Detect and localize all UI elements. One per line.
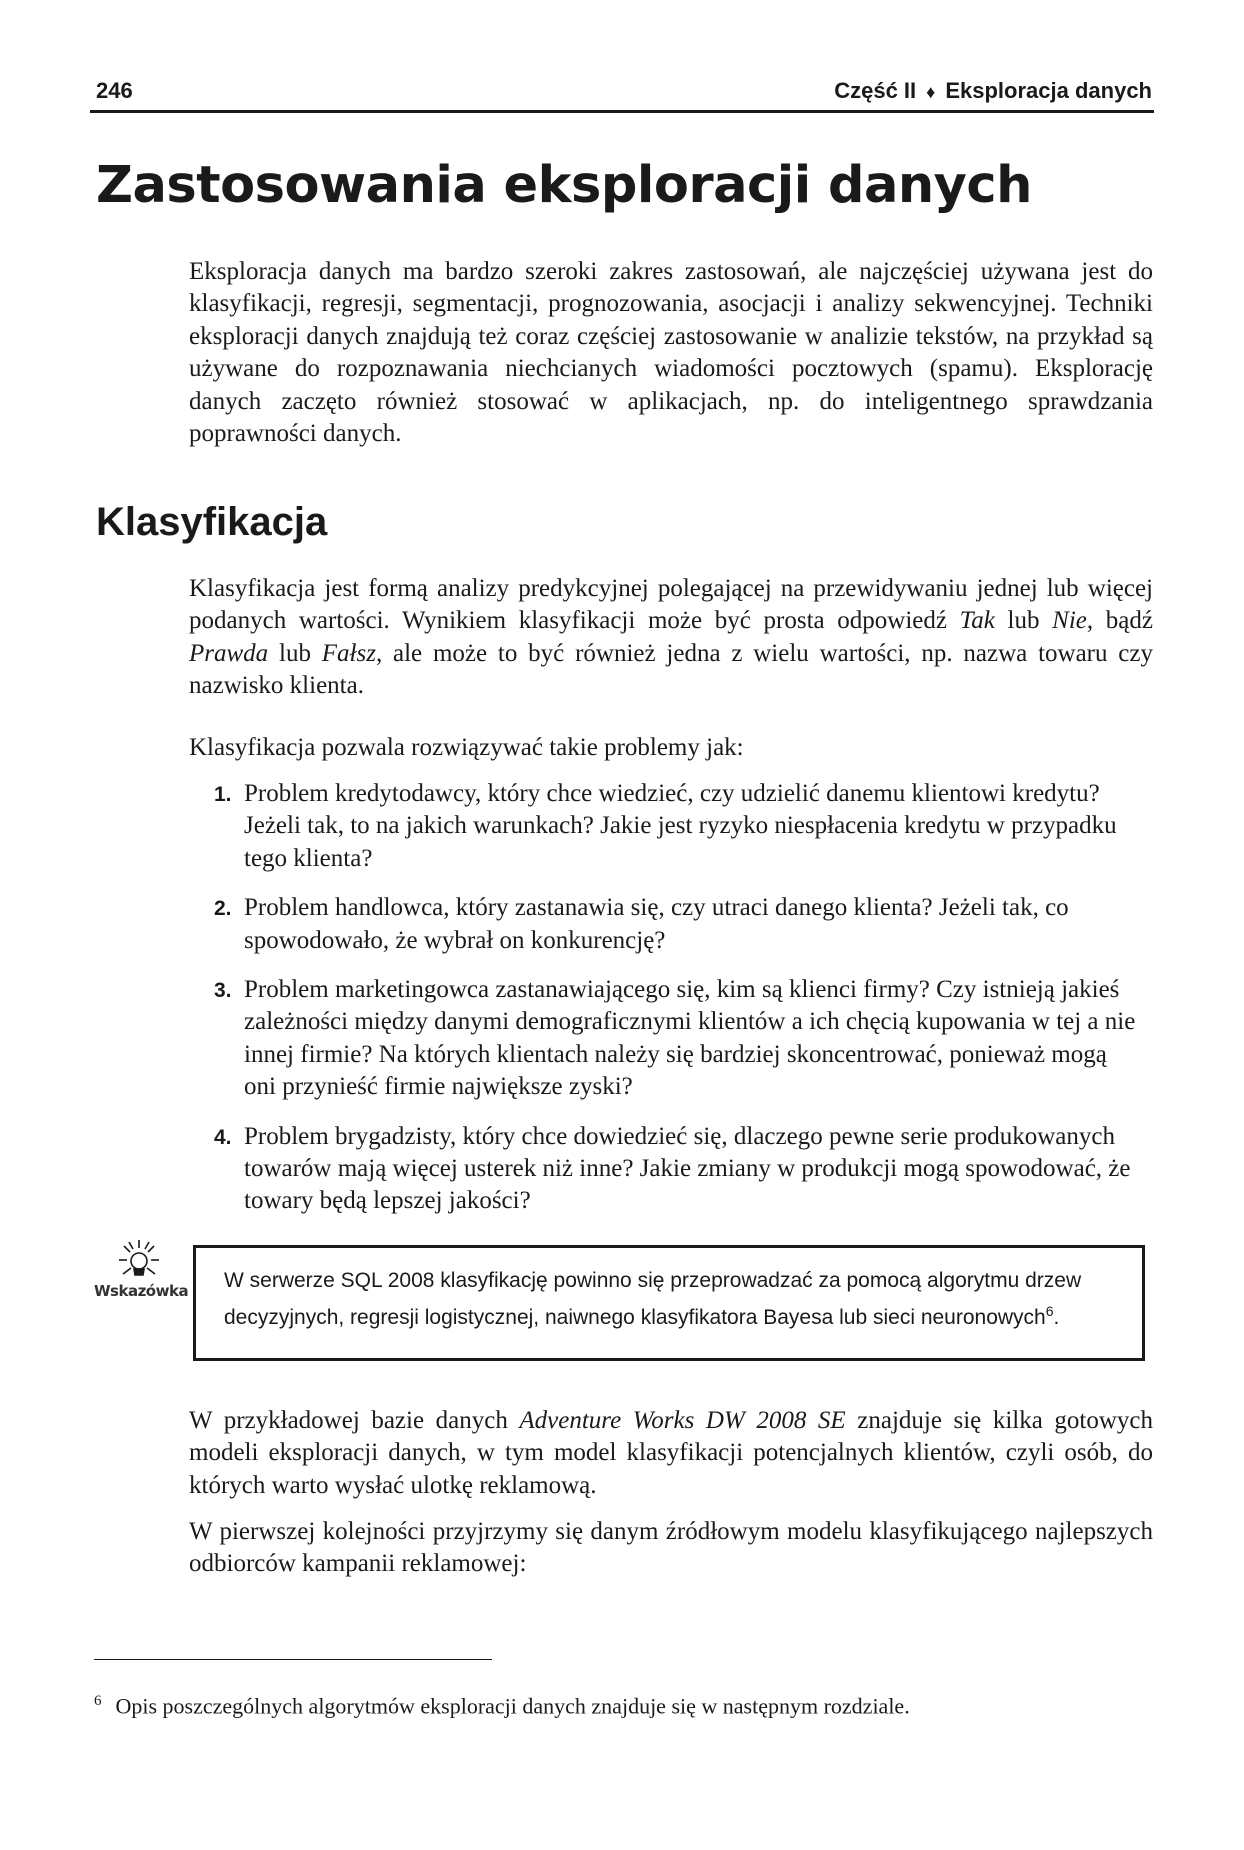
list-item: 4. Problem brygadzisty, który chce dowiedzieć się, dlaczego pewne serie produkowanych towarów mają więcej usterek niż inne? Jakie zmiany w produkcji mogą spowodować, że towary będą lepszej jakości? [214, 1122, 1131, 1215]
footnote: $^6$ Opis poszczególnych algorytmów eksploracji danych znajduje się w następnym rozdziale. [94, 1693, 910, 1719]
list-number: 3. [214, 979, 232, 1003]
tip-label: Wskazówka [94, 1282, 189, 1300]
problems-intro: Klasyfikacja pozwala rozwiązywać takie problemy jak: [189, 734, 744, 761]
list-number: 2. [214, 897, 232, 921]
intro-paragraph: Eksploracja danych ma bardzo szeroki zakres zastosowań, ale najczęściej używana jest do klasyfikacji, regresji, segmentacji, prognozowania, asocjacji i analizy sekwencyjnej. Techniki eksploracji danych znajdują też coraz częściej zastosowanie w analizie tekstów, na przykład są używane do rozpoznawania niechcianych wiadomości pocztowych (spamu). Eksplorację danych zaczęto również stosować w aplikacjach, np. do inteligentnego sprawdzania poprawności danych. [189, 258, 1153, 448]
italic-prawda: Prawda [189, 639, 269, 667]
italic-nie: Nie [1052, 607, 1087, 635]
tip-box: W serwerze SQL 2008 klasyfikację powinno się przeprowadzać za pomocą algorytmu drzew decyzyjnych, regresji logistycznej, naiwnego klasyfikatora Bayesa lub sieci neuronowych$^6$. [193, 1245, 1145, 1361]
running-header [834, 78, 1152, 104]
section-heading: Klasyfikacja [96, 500, 328, 544]
chapter-title: Zastosowania eksploracji danych [96, 156, 1032, 215]
list-item: 3. Problem marketingowca zastanawiającego się, kim są klienci firmy? Czy istnieją jakieś zależności między danymi demograficznymi klientów a ich chęcią kupowania w tej a nie innej firmie? Na których klientach należy się bardziej skoncentrować, ponieważ mogą oni przynieść firmie największe zyski? [214, 976, 1136, 1101]
list-item: 2. Problem handlowca, który zastanawia się, czy utraci danego klienta? Jeżeli tak, co spowodowało, że wybrał on konkurencję? [214, 894, 1069, 954]
page-number: 246 [96, 78, 133, 103]
footnote-ref: 6 [1045, 1303, 1054, 1319]
lightbulb-burst-icon [117, 1238, 161, 1282]
diamond-separator-icon: ♦ [926, 82, 936, 102]
part-label: Część II [834, 78, 917, 103]
klasyfikacja-paragraph: Klasyfikacja jest formą analizy predykcyjnej polegającej na przewidywaniu jednej lub więcej podanych wartości. Wynikiem klasyfikacji może być prosta odpowiedź Tak lub Nie, bądź Prawda lub Fałsz, ale może to być również jedna z wielu wartości, np. nazwa towaru czy nazwisko klienta. [189, 575, 1153, 700]
italic-falsz: Fałsz [321, 639, 376, 667]
section-label: Eksploracja danych [945, 78, 1152, 103]
database-name: Adventure Works DW 2008 SE [519, 1407, 846, 1434]
tip-icon-block [94, 1238, 189, 1318]
list-item: 1. Problem kredytodawcy, który chce wiedzieć, czy udzielić danemu klientowi kredytu? Jeżeli tak, to na jakich warunkach? Jakie jest ryzyko niespłacenia kredytu w przypadku tego klienta? [214, 780, 1117, 872]
footnote-divider [94, 1659, 492, 1660]
list-number: 1. [214, 783, 232, 806]
list-number: 4. [214, 1125, 232, 1149]
adventure-works-paragraph: W przykładowej bazie danych Adventure Works DW 2008 SE znajduje się kilka gotowych modeli eksploracji danych, w tym model klasyfikacji potencjalnych klientów, czyli osób, do których warto wysłać ulotkę reklamową. [189, 1407, 1153, 1499]
page-header [90, 76, 1154, 113]
source-data-paragraph: W pierwszej kolejności przyjrzymy się danym źródłowym modelu klasyfikującego najlepszych odbiorców kampanii reklamowej: [189, 1518, 1153, 1578]
footnote-number: 6 [94, 1693, 102, 1709]
italic-tak: Tak [959, 607, 995, 635]
problems-list [189, 778, 1141, 1235]
